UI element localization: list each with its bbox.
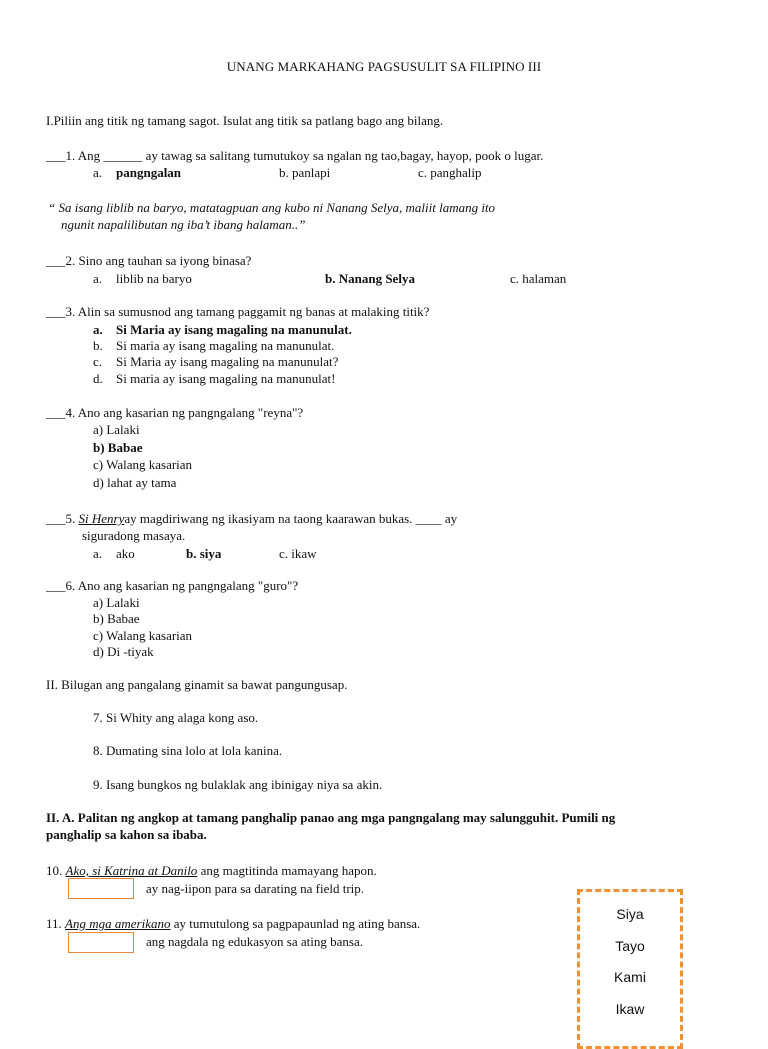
- q1-option-c: c. panghalip: [418, 165, 482, 180]
- question-9: 9. Isang bungkos ng bulaklak ang ibinigay niya sa akin.: [93, 777, 383, 792]
- q3-option-a-letter: a.: [93, 322, 103, 337]
- question-5: [46, 510, 457, 527]
- question-11: [46, 915, 420, 932]
- pronoun-word-box: [577, 889, 683, 1049]
- q2-option-a-letter: a.: [93, 271, 103, 286]
- q10-number: 10.: [46, 863, 63, 878]
- q11-rest: ay tumutulong sa pagpapaunlad ng ating bansa.: [170, 916, 421, 931]
- question-3: ___3. Alin sa sumusnod ang tamang paggamit ng banas at malaking titik?: [46, 304, 430, 319]
- q5-option-c: c. ikaw: [279, 546, 317, 561]
- q5-rest: ay magdiriwang ng ikasiyam na taong kaarawan bukas. ____ ay: [124, 511, 458, 526]
- q1-option-b: b. panlapi: [279, 165, 331, 180]
- q10-rest: ang magtitinda mamayang hapon.: [197, 863, 377, 878]
- q3-option-d-letter: d.: [93, 371, 103, 386]
- passage-line-1: “ Sa isang liblib na baryo, matatagpuan ang kubo ni Nanang Selya, maliit lamang ito: [48, 200, 496, 215]
- question-1: ___1. Ang ______ ay tawag sa salitang tumutukoy sa ngalan ng tao,bagay, hayop, pook o lugar.: [46, 148, 544, 163]
- question-11-line-2: ang nagdala ng edukasyon sa ating bansa.: [146, 934, 363, 949]
- q6-option-d: d) Di -tiyak: [93, 644, 154, 659]
- passage-line-2: ngunit napalilibutan ng iba’t ibang halaman..”: [61, 217, 306, 232]
- q11-underlined-noun: Ang mga amerikano: [65, 916, 171, 931]
- q5-underlined-subject: Si Henry: [78, 511, 125, 526]
- q3-option-d: Si maria ay isang magaling na manunulat!: [116, 371, 336, 386]
- section2-instruction: II. Bilugan ang pangalang ginamit sa bawat pangungusap.: [46, 677, 348, 692]
- q5-option-a: ako: [116, 546, 135, 561]
- page-title: UNANG MARKAHANG PAGSUSULIT SA FILIPINO III: [226, 59, 542, 74]
- q3-option-a: Si Maria ay isang magaling na manunulat.: [116, 322, 352, 337]
- q3-option-c: Si Maria ay isang magaling na manunulat?: [116, 354, 339, 369]
- word-ikaw: Ikaw: [615, 1001, 645, 1017]
- q2-option-c: c. halaman: [510, 271, 567, 286]
- q2-option-a: liblib na baryo: [116, 271, 192, 286]
- q5-prefix: ___5.: [46, 511, 76, 526]
- section1-instruction: I.Piliin ang titik ng tamang sagot. Isulat ang titik sa patlang bago ang bilang.: [46, 113, 444, 128]
- question-4: ___4. Ano ang kasarian ng pangngalang "reyna"?: [46, 405, 304, 420]
- q1-option-a-letter: a.: [93, 165, 103, 180]
- q4-option-a: a) Lalaki: [93, 422, 140, 437]
- q2-option-b: b. Nanang Selya: [325, 271, 415, 286]
- q11-answer-box[interactable]: [68, 932, 134, 953]
- q3-option-c-letter: c.: [93, 354, 103, 369]
- q5-option-b: b. siya: [186, 546, 222, 561]
- word-tayo: Tayo: [615, 938, 645, 954]
- question-10: [46, 862, 377, 879]
- q4-option-c: c) Walang kasarian: [93, 457, 193, 472]
- q6-option-b: b) Babae: [93, 611, 140, 626]
- question-8: 8. Dumating sina lolo at lola kanina.: [93, 743, 283, 758]
- section3-instruction-line-2: panghalip sa kahon sa ibaba.: [46, 827, 207, 842]
- section3-instruction-line-1: II. A. Palitan ng angkop at tamang panghalip panao ang mga pangngalang may salungguhit. Pumili ng: [46, 810, 616, 825]
- q3-option-b-letter: b.: [93, 338, 103, 353]
- q4-option-b: b) Babae: [93, 440, 143, 455]
- q11-number: 11.: [46, 916, 62, 931]
- question-5-line-2: siguradong masaya.: [82, 528, 186, 543]
- q1-option-a: pangngalan: [116, 165, 182, 180]
- question-2: ___2. Sino ang tauhan sa iyong binasa?: [46, 253, 252, 268]
- q3-option-b: Si maria ay isang magaling na manunulat.: [116, 338, 335, 353]
- word-kami: Kami: [614, 969, 646, 985]
- q5-option-a-letter: a.: [93, 546, 103, 561]
- question-7: 7. Si Whity ang alaga kong aso.: [93, 710, 259, 725]
- word-siya: Siya: [616, 906, 644, 922]
- q4-option-d: d) lahat ay tama: [93, 475, 177, 490]
- question-6: ___6. Ano ang kasarian ng pangngalang "guro"?: [46, 578, 299, 593]
- q6-option-a: a) Lalaki: [93, 595, 140, 610]
- q10-answer-box[interactable]: [68, 878, 134, 899]
- question-10-line-2: ay nag-iipon para sa darating na field trip.: [146, 881, 365, 896]
- q10-underlined-noun: Ako, si Katrina at Danilo: [65, 863, 198, 878]
- q6-option-c: c) Walang kasarian: [93, 628, 193, 643]
